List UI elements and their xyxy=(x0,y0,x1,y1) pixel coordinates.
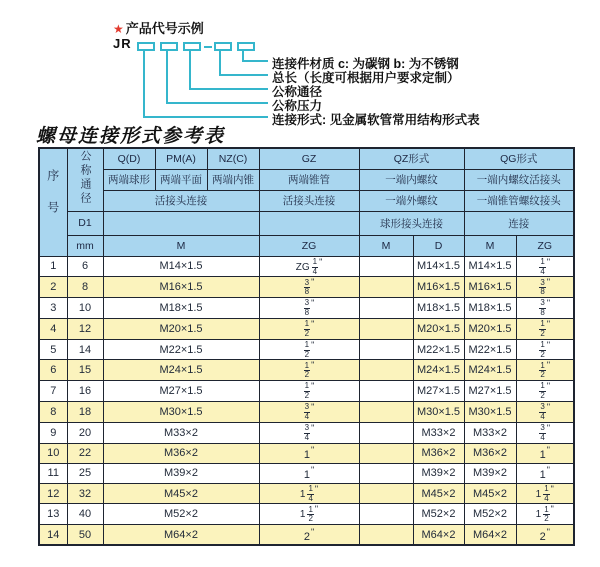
cell-3-qg-zg: $\frac{3}{8}$ " xyxy=(516,298,574,319)
cell-7-qz-d: M27×1.5 xyxy=(413,381,464,402)
cell-9-m: M33×2 xyxy=(103,422,259,443)
cell-3-no: 3 xyxy=(39,298,67,319)
nut-connection-table xyxy=(38,147,575,546)
cell-4-qg-zg: $\frac{1}{2}$ " xyxy=(516,318,574,339)
cell-8-qg-zg: $\frac{3}{4}$ " xyxy=(516,402,574,423)
cell-1-gz: ZG $\frac{1}{4}$ " xyxy=(259,256,359,277)
cell-1-qg-m: M14×1.5 xyxy=(464,256,516,277)
cell-14-qz-d: M64×2 xyxy=(413,525,464,545)
connector-line xyxy=(189,51,191,90)
connector-line xyxy=(189,88,268,90)
cell-5-qz-d: M22×1.5 xyxy=(413,339,464,360)
cell-1-qg-zg: $\frac{1}{4}$ " xyxy=(516,256,574,277)
header-gz-connection: 活接头连接 xyxy=(259,190,359,211)
cell-9-qz-d: M33×2 xyxy=(413,422,464,443)
cell-13-gz: 1 $\frac{1}{2}$ " xyxy=(259,504,359,525)
cell-12-qz-d: M45×2 xyxy=(413,483,464,504)
header-nz-desc: 两端内锥 xyxy=(207,169,259,190)
cell-5-gz: $\frac{1}{2}$ " xyxy=(259,339,359,360)
header-qg-desc2: 一端锥管螺纹接头 xyxy=(464,190,574,211)
cell-1-qz-m xyxy=(359,256,413,277)
code-box-1 xyxy=(137,42,155,51)
table-row xyxy=(39,504,574,525)
table-header xyxy=(39,148,574,256)
cell-8-gz: $\frac{3}{4}$ " xyxy=(259,402,359,423)
cell-5-qz-m xyxy=(359,339,413,360)
cell-10-qz-m xyxy=(359,443,413,463)
cell-1-dn: 6 xyxy=(67,256,103,277)
header-pm-desc: 两端平面 xyxy=(155,169,207,190)
cell-12-gz: 1 $\frac{1}{4}$ " xyxy=(259,483,359,504)
table-row xyxy=(39,381,574,402)
cell-11-qz-m xyxy=(359,463,413,483)
cell-12-m: M45×2 xyxy=(103,483,259,504)
header-d1: D1 xyxy=(67,211,103,235)
table-row xyxy=(39,318,574,339)
cell-6-qz-m xyxy=(359,360,413,381)
cell-11-dn: 25 xyxy=(67,463,103,483)
cell-10-gz: 1" xyxy=(259,443,359,463)
diagram-label-connection-form: 连接形式: 见金属软管常用结构形式表 xyxy=(272,113,480,127)
connector-line xyxy=(219,51,221,76)
header-qz-d: D xyxy=(413,235,464,256)
cell-11-no: 11 xyxy=(39,463,67,483)
cell-12-no: 12 xyxy=(39,483,67,504)
cell-1-no: 1 xyxy=(39,256,67,277)
cell-13-qz-d: M52×2 xyxy=(413,504,464,525)
diagram-label-nominal-diameter: 公称通径 xyxy=(272,85,323,99)
cell-8-m: M30×1.5 xyxy=(103,402,259,423)
connector-line xyxy=(242,60,268,62)
cell-9-dn: 20 xyxy=(67,422,103,443)
cell-2-qg-zg: $\frac{3}{8}$ " xyxy=(516,277,574,298)
cell-4-dn: 12 xyxy=(67,318,103,339)
header-qz-desc2: 一端外螺纹 xyxy=(359,190,464,211)
header-gz-zg: ZG xyxy=(259,235,359,256)
code-box-2 xyxy=(160,42,178,51)
cell-6-qg-zg: $\frac{1}{2}$ " xyxy=(516,360,574,381)
cell-14-gz: 2" xyxy=(259,525,359,545)
table-row xyxy=(39,298,574,319)
cell-9-gz: $\frac{3}{4}$ " xyxy=(259,422,359,443)
header-col-gz: GZ xyxy=(259,148,359,169)
cell-2-no: 2 xyxy=(39,277,67,298)
cell-2-dn: 8 xyxy=(67,277,103,298)
cell-6-gz: $\frac{1}{2}$ " xyxy=(259,360,359,381)
connector-line xyxy=(219,74,268,76)
header-empty-2 xyxy=(259,211,359,235)
header-m-span: M xyxy=(103,235,259,256)
cell-5-qg-m: M22×1.5 xyxy=(464,339,516,360)
cell-2-qg-m: M16×1.5 xyxy=(464,277,516,298)
cell-6-m: M24×1.5 xyxy=(103,360,259,381)
table-row xyxy=(39,360,574,381)
cell-4-no: 4 xyxy=(39,318,67,339)
cell-14-qg-zg: 2" xyxy=(516,525,574,545)
cell-8-no: 8 xyxy=(39,402,67,423)
header-mm: mm xyxy=(67,235,103,256)
header-qg-m: M xyxy=(464,235,516,256)
cell-11-qz-d: M39×2 xyxy=(413,463,464,483)
cell-8-qz-d: M30×1.5 xyxy=(413,402,464,423)
diagram-label-total-length: 总长（长度可根据用户要求定制） xyxy=(272,71,460,85)
page-title: 螺母连接形式参考表 xyxy=(36,126,226,147)
cell-10-dn: 22 xyxy=(67,443,103,463)
cell-13-qz-m xyxy=(359,504,413,525)
header-col-nz: NZ(C) xyxy=(207,148,259,169)
cell-11-gz: 1" xyxy=(259,463,359,483)
cell-3-qz-d: M18×1.5 xyxy=(413,298,464,319)
cell-5-dn: 14 xyxy=(67,339,103,360)
table-row xyxy=(39,422,574,443)
cell-7-qz-m xyxy=(359,381,413,402)
cell-13-qg-m: M52×2 xyxy=(464,504,516,525)
header-qg-desc1: 一端内螺纹活接头 xyxy=(464,169,574,190)
cell-8-dn: 18 xyxy=(67,402,103,423)
table-row xyxy=(39,443,574,463)
cell-6-qz-d: M24×1.5 xyxy=(413,360,464,381)
diagram-title xyxy=(113,18,204,37)
star-icon: ★ xyxy=(113,22,124,36)
cell-13-no: 13 xyxy=(39,504,67,525)
table-row xyxy=(39,256,574,277)
cell-13-m: M52×2 xyxy=(103,504,259,525)
cell-12-dn: 32 xyxy=(67,483,103,504)
cell-2-qz-d: M16×1.5 xyxy=(413,277,464,298)
cell-11-qg-m: M39×2 xyxy=(464,463,516,483)
connector-line xyxy=(166,102,268,104)
cell-10-qg-zg: 1" xyxy=(516,443,574,463)
table-row xyxy=(39,402,574,423)
cell-7-qg-zg: $\frac{1}{2}$ " xyxy=(516,381,574,402)
cell-6-no: 6 xyxy=(39,360,67,381)
table-row xyxy=(39,483,574,504)
cell-8-qg-m: M30×1.5 xyxy=(464,402,516,423)
cell-5-no: 5 xyxy=(39,339,67,360)
cell-10-qg-m: M36×2 xyxy=(464,443,516,463)
diagram-title-text: 产品代号示例 xyxy=(125,21,204,36)
cell-4-gz: $\frac{1}{2}$ " xyxy=(259,318,359,339)
cell-14-m: M64×2 xyxy=(103,525,259,545)
cell-3-dn: 10 xyxy=(67,298,103,319)
cell-9-no: 9 xyxy=(39,422,67,443)
header-col-pm: PM(A) xyxy=(155,148,207,169)
cell-2-gz: $\frac{3}{8}$ " xyxy=(259,277,359,298)
cell-9-qg-m: M33×2 xyxy=(464,422,516,443)
cell-3-qz-m xyxy=(359,298,413,319)
cell-5-m: M22×1.5 xyxy=(103,339,259,360)
connector-line xyxy=(166,51,168,104)
code-dash xyxy=(204,46,212,48)
cell-3-gz: $\frac{3}{8}$ " xyxy=(259,298,359,319)
cell-9-qz-m xyxy=(359,422,413,443)
header-qz-connection: 球形接头连接 xyxy=(359,211,464,235)
header-empty-1 xyxy=(103,211,259,235)
cell-7-dn: 16 xyxy=(67,381,103,402)
header-col-q: Q(D) xyxy=(103,148,155,169)
cell-11-m: M39×2 xyxy=(103,463,259,483)
cell-4-qz-d: M20×1.5 xyxy=(413,318,464,339)
cell-14-no: 14 xyxy=(39,525,67,545)
cell-12-qg-m: M45×2 xyxy=(464,483,516,504)
header-col-qg: QG形式 xyxy=(464,148,574,169)
connector-line xyxy=(143,51,145,118)
cell-7-gz: $\frac{1}{2}$ " xyxy=(259,381,359,402)
cell-12-qg-zg: 1 $\frac{1}{4}$ " xyxy=(516,483,574,504)
header-col-qz: QZ形式 xyxy=(359,148,464,169)
cell-3-m: M18×1.5 xyxy=(103,298,259,319)
header-qg-zg: ZG xyxy=(516,235,574,256)
cell-14-qz-m xyxy=(359,525,413,545)
header-q-desc: 两端球形 xyxy=(103,169,155,190)
cell-14-dn: 50 xyxy=(67,525,103,545)
cell-9-qg-zg: $\frac{3}{4}$ " xyxy=(516,422,574,443)
cell-14-qg-m: M64×2 xyxy=(464,525,516,545)
cell-3-qg-m: M18×1.5 xyxy=(464,298,516,319)
code-box-3 xyxy=(183,42,201,51)
code-box-5 xyxy=(237,42,255,51)
cell-10-m: M36×2 xyxy=(103,443,259,463)
header-serial: 序号 xyxy=(39,148,67,256)
cell-1-m: M14×1.5 xyxy=(103,256,259,277)
cell-13-qg-zg: 1 $\frac{1}{2}$ " xyxy=(516,504,574,525)
cell-11-qg-zg: 1" xyxy=(516,463,574,483)
header-qz-desc1: 一端内螺纹 xyxy=(359,169,464,190)
cell-10-no: 10 xyxy=(39,443,67,463)
cell-8-qz-m xyxy=(359,402,413,423)
cell-7-no: 7 xyxy=(39,381,67,402)
cell-5-qg-zg: $\frac{1}{2}$ " xyxy=(516,339,574,360)
cell-4-qz-m xyxy=(359,318,413,339)
diagram-label-material: 连接件材质 c: 为碳钢 b: 为不锈钢 xyxy=(272,57,459,71)
table-row xyxy=(39,339,574,360)
code-prefix: JR xyxy=(113,36,132,51)
header-gz-desc: 两端锥管 xyxy=(259,169,359,190)
table-row xyxy=(39,525,574,545)
code-box-4 xyxy=(214,42,232,51)
cell-4-m: M20×1.5 xyxy=(103,318,259,339)
table-body xyxy=(39,256,574,545)
diagram-label-nominal-pressure: 公称压力 xyxy=(272,99,323,113)
cell-6-qg-m: M24×1.5 xyxy=(464,360,516,381)
header-qz-m: M xyxy=(359,235,413,256)
cell-4-qg-m: M20×1.5 xyxy=(464,318,516,339)
cell-10-qz-d: M36×2 xyxy=(413,443,464,463)
cell-12-qz-m xyxy=(359,483,413,504)
cell-7-m: M27×1.5 xyxy=(103,381,259,402)
table-row xyxy=(39,277,574,298)
table-row xyxy=(39,463,574,483)
cell-1-qz-d: M14×1.5 xyxy=(413,256,464,277)
header-qg-connection: 连接 xyxy=(464,211,574,235)
cell-7-qg-m: M27×1.5 xyxy=(464,381,516,402)
cell-13-dn: 40 xyxy=(67,504,103,525)
cell-6-dn: 15 xyxy=(67,360,103,381)
header-union-connection: 活接头连接 xyxy=(103,190,259,211)
header-nominal-diameter: 公称通径 xyxy=(67,148,103,211)
cell-2-m: M16×1.5 xyxy=(103,277,259,298)
connector-line xyxy=(143,116,268,118)
cell-2-qz-m xyxy=(359,277,413,298)
